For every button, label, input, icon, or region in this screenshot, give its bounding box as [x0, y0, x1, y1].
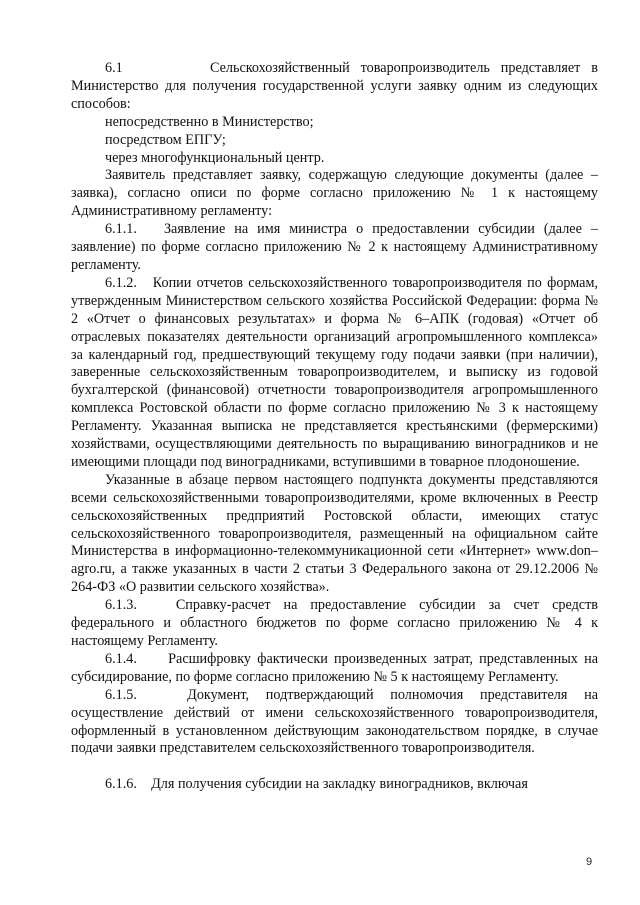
list-item-epgu: посредством ЕПГУ;	[105, 131, 226, 148]
paragraph-6-1-6: 6.1.6. Для получения субсидии на закладку виноградников, включая	[105, 776, 528, 793]
list-item-mfc: через многофункциональный центр.	[105, 149, 325, 166]
paragraph-documents-submitted: Указанные в абзаце первом настоящего подпункта документы представляются всеми сельскохозяйственными товаропроизводителями, кроме включенных в Реестр сельскохозяйственных предприятий Ростовской области, имеющих статус сельскохозяйственного товаропроизводителя, размещенный на официальном сайте Министерства в информационно-телекоммуникационной сети «Интернет» www.don–agro.ru, а также указанных в части 2 статьи 3 Федерального закона от 29.12.2006 № 264-ФЗ «О развитии сельского хозяйства».	[71, 471, 598, 596]
paragraph-6-1-3: 6.1.3. Справку-расчет на предоставление субсидии за счет средств федерального и областного бюджетов по форме согласно приложению № 4 к настоящему Регламенту.	[71, 597, 598, 649]
paragraph-6-1-4: 6.1.4. Расшифровку фактически произведенных затрат, представленных на субсидирование, по форме согласно приложению № 5 к настоящему Регламенту.	[71, 650, 598, 685]
document-body	[71, 60, 598, 794]
list-item-ministry: непосредственно в Министерство;	[105, 113, 314, 130]
paragraph-6-1: 6.1 Сельскохозяйственный товаропроизводитель представляет в Министерство для получения государственной услуги заявку одним из следующих способов:	[71, 60, 598, 112]
paragraph-6-1-1: 6.1.1. Заявление на имя министра о предоставлении субсидии (далее – заявление) по форме согласно приложению № 2 к настоящему Административному регламенту.	[71, 221, 598, 273]
paragraph-6-1-2: 6.1.2. Копии отчетов сельскохозяйственного товаропроизводителя по формам, утвержденным Министерством сельского хозяйства Российской Федерации: форма № 2 «Отчет о финансовых результатах» и форма № 6–АПК (годовая) «Отчет об отраслевых показателях деятельности организаций агропромышленного комплекса» за календарный год, предшествующий текущему году подачи заявки (при наличии), заверенные сельскохозяйственным товаропроизводителем, и выписку из годовой бухгалтерской (финансовой) отчетности товаропроизводителя агропромышленного комплекса Ростовской области по форме согласно приложению № 3 к настоящему Регламенту. Указанная выписка не представляется крестьянскими (фермерскими) хозяйствами, осуществляющими деятельность по выращиванию виноградников и не имеющими площади под виноградниками, вступившими в товарное плодоношение.	[71, 274, 598, 470]
page-number: 9	[586, 856, 593, 868]
paragraph-applicant: Заявитель представляет заявку, содержащую следующие документы (далее – заявка), согласно описи по форме согласно приложению № 1 к настоящему Административному регламенту:	[71, 167, 598, 220]
paragraph-6-1-5: 6.1.5. Документ, подтверждающий полномочия представителя на осуществление действий от имени сельскохозяйственного товаропроизводителя, оформленный в установленном действующим законодательством порядке, в случае подачи заявки представителем сельскохозяйственного товаропроизводителя.	[71, 686, 598, 757]
